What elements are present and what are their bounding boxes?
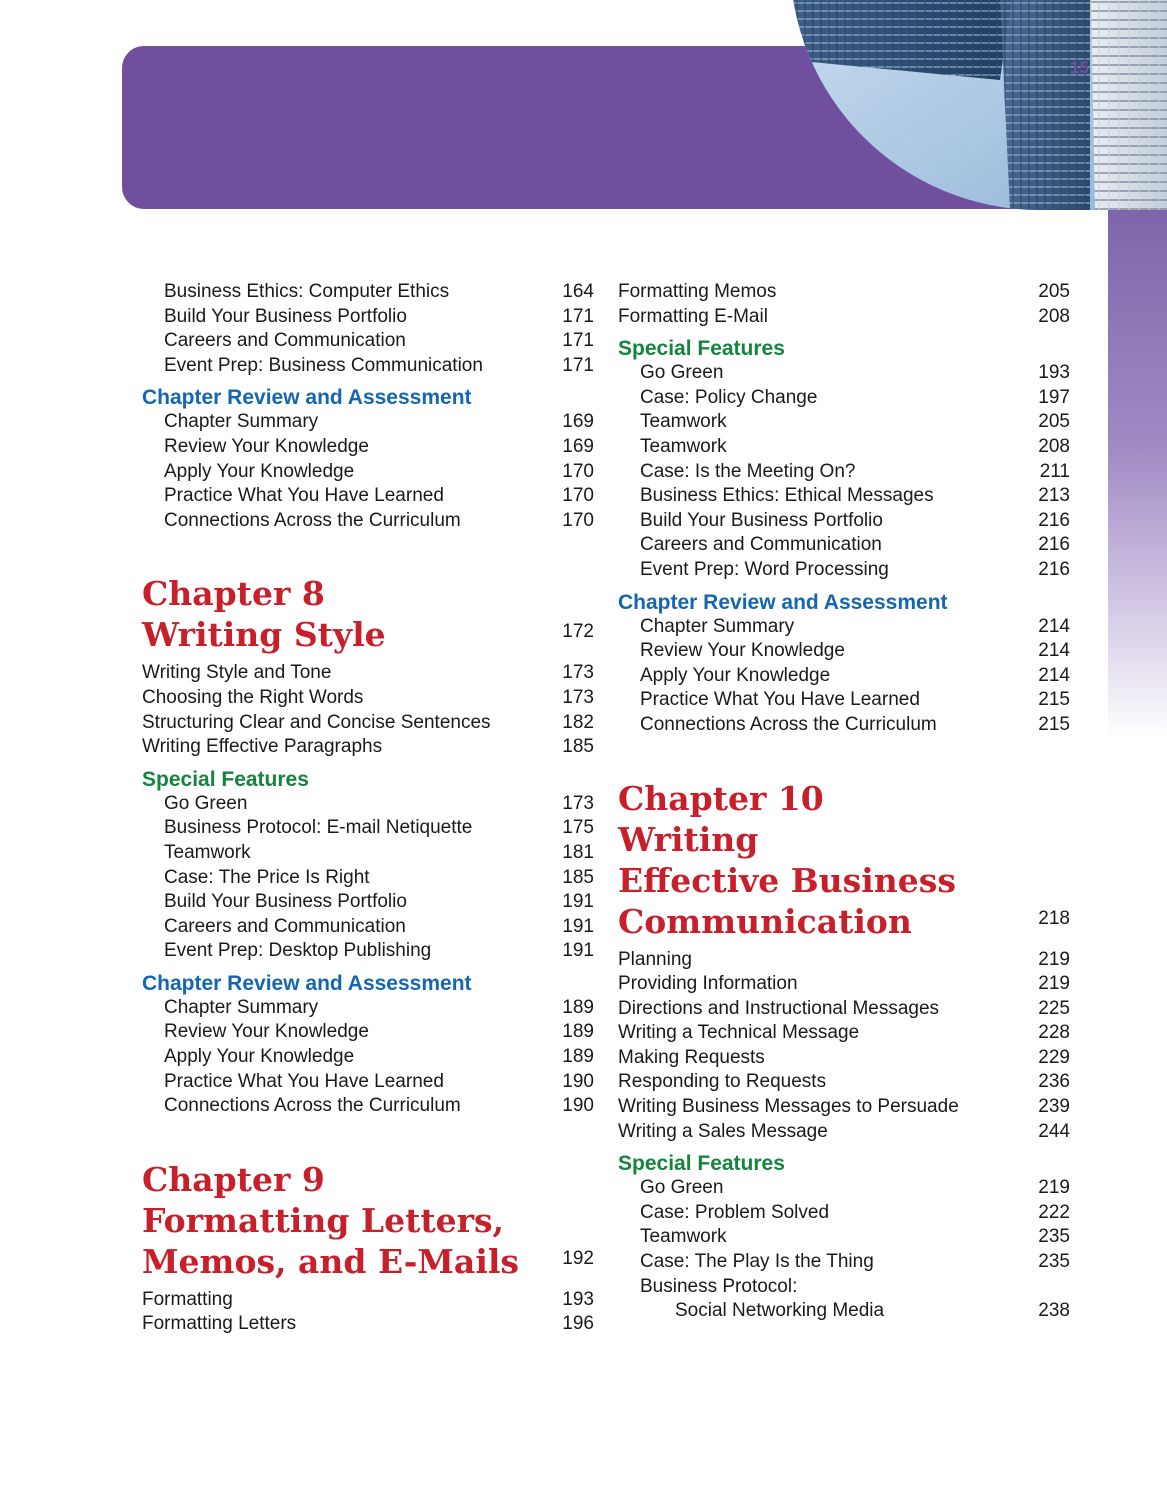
- toc-entry[interactable]: Careers and Communication 191: [164, 915, 594, 937]
- chapter-page-number: 172: [562, 621, 594, 643]
- review-heading: Chapter Review and Assessment: [618, 590, 948, 614]
- toc-entry[interactable]: Providing Information 219: [618, 973, 1070, 995]
- toc-entry[interactable]: Case: Is the Meeting On? 211: [640, 460, 1070, 482]
- toc-entry[interactable]: Build Your Business Portfolio 216: [640, 509, 1070, 531]
- special-features-heading: Special Features: [618, 337, 785, 361]
- toc-entry[interactable]: Choosing the Right Words 173: [142, 686, 594, 708]
- toc-entry[interactable]: Chapter Summary 189: [164, 996, 594, 1018]
- toc-entry[interactable]: Build Your Business Portfolio 191: [164, 891, 594, 913]
- toc-entry[interactable]: Case: Problem Solved 222: [640, 1201, 1070, 1223]
- toc-entry[interactable]: Case: The Play Is the Thing 235: [640, 1251, 1070, 1273]
- toc-entry[interactable]: Business Ethics: Ethical Messages 213: [640, 485, 1070, 507]
- chapter-10-title[interactable]: Chapter 10 Writing Effective Business Communication 218: [618, 778, 1070, 941]
- toc-entry[interactable]: Practice What You Have Learned 170: [164, 485, 594, 507]
- toc-entry[interactable]: Case: The Price Is Right 185: [164, 866, 594, 888]
- chapter-page-number: 218: [1038, 907, 1070, 929]
- toc-entry[interactable]: Chapter Summary 214: [640, 615, 1070, 637]
- toc-entry[interactable]: Teamwork 208: [640, 435, 1070, 457]
- toc-entry[interactable]: Review Your Knowledge 189: [164, 1021, 594, 1043]
- side-color-strip: [1108, 209, 1167, 740]
- toc-entry[interactable]: Go Green 173: [164, 792, 594, 814]
- toc-entry[interactable]: Teamwork 205: [640, 411, 1070, 433]
- toc-entry[interactable]: Social Networking Media 238: [675, 1300, 1070, 1322]
- toc-entry[interactable]: Go Green 193: [640, 362, 1070, 384]
- toc-entry[interactable]: Review Your Knowledge 169: [164, 435, 594, 457]
- special-features-heading: Special Features: [618, 1152, 785, 1176]
- toc-entry[interactable]: Business Protocol: E-mail Netiquette 175: [164, 817, 594, 839]
- toc-entry[interactable]: Connections Across the Curriculum 215: [640, 713, 1070, 735]
- toc-entry[interactable]: Careers and Communication 171: [164, 330, 594, 352]
- review-heading: Chapter Review and Assessment: [142, 386, 472, 410]
- toc-entry[interactable]: Writing a Sales Message 244: [618, 1120, 1070, 1142]
- toc-entry[interactable]: Careers and Communication 216: [640, 534, 1070, 556]
- toc-entry[interactable]: Writing Business Messages to Persuade 239: [618, 1096, 1070, 1118]
- toc-right-column: [618, 280, 1070, 1324]
- toc-entry[interactable]: Chapter Summary 169: [164, 411, 594, 433]
- chapter-8-title[interactable]: Chapter 8 Writing Style 172: [142, 574, 594, 655]
- toc-entry[interactable]: Build Your Business Portfolio 171: [164, 305, 594, 327]
- toc-entry[interactable]: Event Prep: Word Processing 216: [640, 558, 1070, 580]
- chapter-page-number: 192: [562, 1247, 594, 1269]
- chapter-9-title[interactable]: Chapter 9 Formatting Letters, Memos, and E-Mails 192: [142, 1159, 594, 1281]
- toc-entry[interactable]: Apply Your Knowledge 170: [164, 460, 594, 482]
- toc-entry[interactable]: Practice What You Have Learned 190: [164, 1070, 594, 1092]
- toc-entry[interactable]: Making Requests 229: [618, 1046, 1070, 1068]
- toc-entry[interactable]: Formatting Memos 205: [618, 281, 1070, 302]
- toc-entry[interactable]: Business Ethics: Computer Ethics 164: [164, 281, 594, 302]
- toc-entry[interactable]: Event Prep: Business Communication 171: [164, 354, 594, 376]
- toc-entry[interactable]: Connections Across the Curriculum 170: [164, 509, 594, 531]
- toc-entry[interactable]: Structuring Clear and Concise Sentences 182: [142, 711, 594, 733]
- toc-entry[interactable]: Directions and Instructional Messages 225: [618, 997, 1070, 1019]
- review-heading: Chapter Review and Assessment: [142, 971, 472, 995]
- toc-entry[interactable]: Formatting 193: [142, 1288, 594, 1310]
- toc-entry[interactable]: Planning 219: [618, 948, 1070, 970]
- toc-left-column: [142, 280, 594, 1337]
- toc-entry[interactable]: Event Prep: Desktop Publishing 191: [164, 940, 594, 962]
- toc-entry[interactable]: Teamwork 235: [640, 1226, 1070, 1248]
- toc-entry[interactable]: Teamwork 181: [164, 841, 594, 863]
- special-features-heading: Special Features: [142, 767, 309, 791]
- toc-entry[interactable]: Apply Your Knowledge 214: [640, 664, 1070, 686]
- toc-entry[interactable]: Responding to Requests 236: [618, 1071, 1070, 1093]
- toc-entry[interactable]: Writing a Technical Message 228: [618, 1022, 1070, 1044]
- toc-entry[interactable]: Go Green 219: [640, 1177, 1070, 1199]
- toc-entry[interactable]: Writing Effective Paragraphs 185: [142, 736, 594, 758]
- toc-entry[interactable]: Case: Policy Change 197: [640, 386, 1070, 408]
- toc-entry[interactable]: Writing Style and Tone 173: [142, 662, 594, 684]
- toc-entry[interactable]: Connections Across the Curriculum 190: [164, 1095, 594, 1117]
- toc-entry[interactable]: Apply Your Knowledge 189: [164, 1046, 594, 1068]
- page-number: 15: [1070, 58, 1089, 77]
- toc-entry[interactable]: Practice What You Have Learned 215: [640, 689, 1070, 711]
- toc-entry[interactable]: Formatting E-Mail 208: [618, 305, 1070, 327]
- toc-entry[interactable]: Formatting Letters 196: [142, 1313, 594, 1335]
- toc-entry[interactable]: Business Protocol:: [640, 1275, 798, 1297]
- toc-entry[interactable]: Review Your Knowledge 214: [640, 640, 1070, 662]
